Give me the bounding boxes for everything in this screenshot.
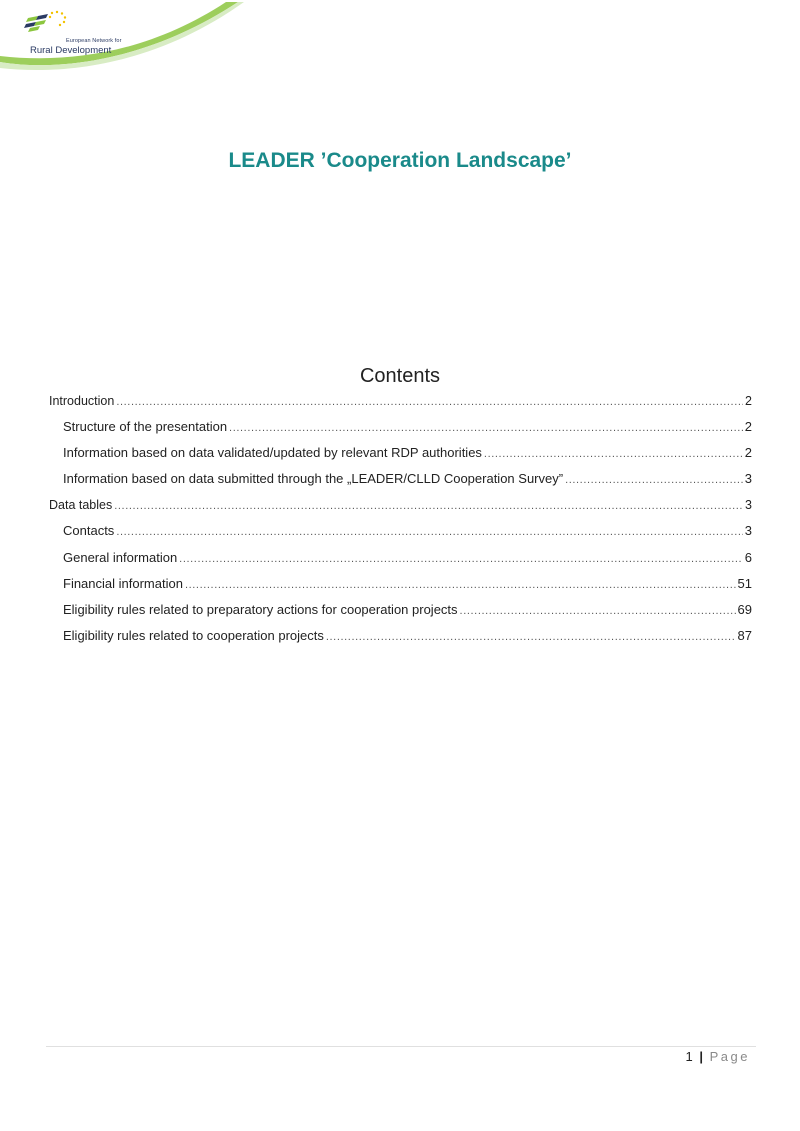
toc-entry-page: 6 (744, 549, 752, 565)
toc-entry-survey-data[interactable] (49, 470, 752, 496)
toc-leader-dots (116, 393, 743, 411)
footer-separator: | (699, 1049, 703, 1064)
toc-entry-page: 51 (737, 575, 752, 591)
toc-entry-page: 3 (744, 523, 752, 539)
toc-entry-label: Introduction (49, 394, 115, 408)
toc-entry-label: Information based on data submitted through the „LEADER/CLLD Cooperation Survey” (63, 471, 564, 487)
toc-entry-preparatory-eligibility[interactable] (49, 601, 752, 627)
toc-entry-label: General information (63, 549, 178, 565)
toc-entry-label: Data tables (49, 498, 113, 513)
toc-leader-dots (326, 628, 736, 646)
toc-leader-dots (565, 471, 743, 489)
page-number: 1 (685, 1049, 693, 1064)
table-of-contents (49, 392, 752, 653)
toc-entry-page: 2 (744, 419, 752, 435)
toc-leader-dots (114, 497, 743, 515)
toc-leader-dots (179, 550, 743, 568)
toc-entry-label: Structure of the presentation (63, 419, 228, 435)
toc-entry-financial-information[interactable] (49, 575, 752, 601)
toc-entry-label: Information based on data validated/updated by relevant RDP authorities (63, 445, 482, 461)
toc-entry-page: 3 (745, 498, 752, 513)
toc-entry-label: Eligibility rules related to preparatory actions for cooperation projects (63, 601, 458, 617)
toc-entry-rdp-data[interactable] (49, 444, 752, 470)
toc-entry-data-tables[interactable] (49, 496, 752, 522)
logo-subtitle: European Network for (66, 38, 122, 44)
toc-leader-dots (116, 523, 742, 541)
page-label: Page (709, 1049, 750, 1064)
toc-entry-cooperation-eligibility[interactable] (49, 627, 752, 653)
logo-title: Rural Development (30, 45, 112, 56)
enrd-logo-mark-icon (24, 10, 68, 32)
toc-leader-dots (229, 419, 743, 437)
footer-divider (46, 1046, 756, 1047)
toc-entry-page: 87 (737, 627, 752, 643)
toc-entry-label: Financial information (63, 575, 183, 591)
toc-entry-page: 2 (744, 445, 752, 461)
toc-entry-page: 3 (744, 471, 752, 487)
toc-entry-structure[interactable] (49, 418, 752, 444)
toc-entry-introduction[interactable] (49, 392, 752, 418)
toc-entry-label: Contacts (63, 523, 115, 539)
toc-entry-general-information[interactable] (49, 549, 752, 575)
toc-entry-page: 69 (737, 601, 752, 617)
toc-leader-dots (484, 445, 743, 463)
toc-entry-page: 2 (745, 394, 752, 408)
toc-entry-label: Eligibility rules related to cooperation projects (63, 627, 324, 643)
toc-leader-dots (460, 602, 736, 620)
toc-leader-dots (185, 576, 736, 594)
enrd-logo[interactable] (24, 10, 134, 56)
page-footer (686, 1049, 751, 1064)
document-title: LEADER ’Cooperation Landscape’ (228, 149, 572, 172)
toc-entry-contacts[interactable] (49, 522, 752, 548)
contents-heading: Contents (359, 365, 441, 387)
